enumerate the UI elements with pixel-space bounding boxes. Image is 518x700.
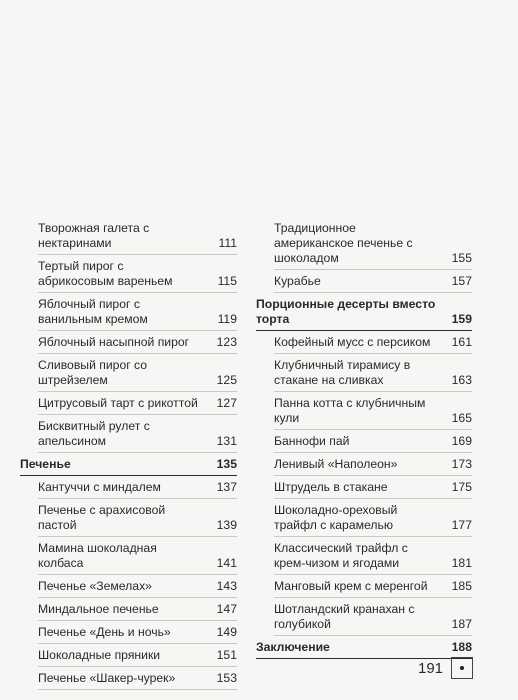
page-marker-box bbox=[451, 657, 473, 679]
toc-entry bbox=[274, 602, 472, 632]
toc-entry-title: Шотландский кранахан с голубикой bbox=[274, 602, 415, 631]
toc-entry bbox=[274, 396, 472, 426]
toc-entry-page: 159 bbox=[451, 312, 472, 326]
toc-entry-title: Баннофи пай bbox=[274, 434, 350, 448]
toc-entry-page: 119 bbox=[217, 312, 237, 326]
toc-entry bbox=[274, 434, 472, 449]
toc-entry-page: 173 bbox=[451, 457, 472, 471]
toc-entry-page: 147 bbox=[216, 602, 237, 616]
toc-entry-page: 131 bbox=[216, 434, 237, 448]
toc-entry-title: Кофейный мусс с персиком bbox=[274, 335, 431, 349]
toc-entry-title: Курабье bbox=[274, 274, 321, 288]
toc-left-column bbox=[20, 221, 237, 694]
toc-entry-page: 157 bbox=[451, 274, 472, 288]
toc-entry-title: Печенье «Земелах» bbox=[38, 579, 152, 593]
toc-entry-title: Печенье с арахисовой пастой bbox=[38, 503, 166, 532]
toc-entry-title: Манговый крем с меренгой bbox=[274, 579, 428, 593]
toc-entry-page: 153 bbox=[216, 671, 237, 685]
toc-entry-title: Тертый пирог с абрикосовым вареньем bbox=[38, 259, 173, 288]
toc-entry bbox=[38, 671, 237, 686]
toc-entry bbox=[38, 602, 237, 617]
toc-section-heading bbox=[20, 457, 237, 472]
toc-entry-page: 115 bbox=[217, 274, 237, 288]
toc-entry-page: 165 bbox=[451, 411, 472, 425]
toc-entry-page: 163 bbox=[451, 373, 472, 387]
toc-entry bbox=[38, 221, 237, 251]
toc-entry-page: 177 bbox=[451, 518, 472, 532]
toc-entry-page: 111 bbox=[218, 236, 237, 250]
toc-entry-page: 161 bbox=[451, 335, 472, 349]
toc-entry bbox=[274, 457, 472, 472]
toc-entry-page: 181 bbox=[451, 556, 472, 570]
toc-entry bbox=[274, 541, 472, 571]
toc-entry-title: Традиционное американское печенье с шоколадом bbox=[274, 221, 413, 265]
toc-entry bbox=[274, 503, 472, 533]
toc-section-heading bbox=[256, 640, 472, 655]
toc-entry-title: Яблочный насыпной пирог bbox=[38, 335, 190, 349]
toc-entry-title: Ленивый «Наполеон» bbox=[274, 457, 398, 471]
toc-entry-page: 123 bbox=[216, 335, 237, 349]
toc-entry-page: 155 bbox=[451, 251, 472, 265]
toc-entry-title: Яблочный пирог с ванильным кремом bbox=[38, 297, 148, 326]
page-number: 191 bbox=[418, 659, 444, 677]
toc-entry bbox=[38, 579, 237, 594]
toc-entry bbox=[274, 358, 472, 388]
toc-entry bbox=[38, 335, 237, 350]
toc-entry bbox=[274, 335, 472, 350]
toc-entry-title: Печенье «День и ночь» bbox=[38, 625, 171, 639]
toc-entry-title: Миндальное печенье bbox=[38, 602, 159, 616]
toc-entry-title: Творожная галета с нектаринами bbox=[38, 221, 150, 250]
toc-entry-title: Клубничный тирамису в стакане на сливках bbox=[274, 358, 411, 387]
toc-entry-title: Порционные десерты вместо торта bbox=[256, 297, 436, 326]
toc-entry-page: 175 bbox=[451, 480, 472, 494]
toc-entry bbox=[38, 503, 237, 533]
toc-entry-title: Панна котта с клубничным кули bbox=[274, 396, 426, 425]
toc-entry-page: 137 bbox=[216, 480, 237, 494]
toc-entry bbox=[38, 480, 237, 495]
page-footer bbox=[418, 657, 473, 679]
toc-entry bbox=[274, 221, 472, 266]
toc-entry-page: 185 bbox=[451, 579, 472, 593]
toc-entry bbox=[274, 480, 472, 495]
toc-entry bbox=[274, 274, 472, 289]
toc-entry-title: Цитрусовый тарт с рикоттой bbox=[38, 396, 198, 410]
toc-entry-title: Заключение bbox=[256, 640, 330, 654]
toc-entry-title: Кантуччи с миндалем bbox=[38, 480, 161, 494]
toc-entry bbox=[38, 396, 237, 411]
toc-entry-page: 125 bbox=[216, 373, 237, 387]
toc-entry bbox=[38, 259, 237, 289]
toc-section-heading bbox=[256, 297, 472, 327]
toc-entry-title: Шоколадные пряники bbox=[38, 648, 161, 662]
toc-entry-page: 187 bbox=[451, 617, 472, 631]
toc-entry-title: Классический трайфл с крем-чизом и ягодами bbox=[274, 541, 408, 570]
toc-entry bbox=[38, 297, 237, 327]
toc-entry-page: 141 bbox=[216, 556, 237, 570]
toc-entry-page: 151 bbox=[216, 648, 237, 662]
toc-entry bbox=[38, 648, 237, 663]
toc-entry-page: 188 bbox=[451, 640, 472, 654]
toc-entry-page: 127 bbox=[216, 396, 237, 410]
toc-entry-title: Сливовый пирог со штрейзелем bbox=[38, 358, 148, 387]
toc-entry-page: 169 bbox=[451, 434, 472, 448]
toc-entry-title: Шоколадно-ореховый трайфл с карамелью bbox=[274, 503, 398, 532]
toc-entry-title: Мамина шоколадная колбаса bbox=[38, 541, 157, 570]
toc-entry-title: Штрудель в стакане bbox=[274, 480, 388, 494]
toc-entry bbox=[274, 579, 472, 594]
toc-entry bbox=[38, 625, 237, 640]
toc-entry bbox=[38, 358, 237, 388]
dot-icon bbox=[460, 666, 464, 670]
toc-entry-page: 135 bbox=[216, 457, 237, 471]
toc-right-column bbox=[256, 221, 472, 663]
toc-entry-page: 139 bbox=[216, 518, 237, 532]
toc-entry-title: Печенье «Шакер-чурек» bbox=[38, 671, 176, 685]
toc-entry bbox=[38, 419, 237, 449]
toc-entry-title: Бисквитный рулет с апельсином bbox=[38, 419, 150, 448]
toc-entry bbox=[38, 541, 237, 571]
toc-entry-title: Печенье bbox=[20, 457, 71, 471]
toc-entry-page: 143 bbox=[216, 579, 237, 593]
toc-entry-page: 149 bbox=[216, 625, 237, 639]
